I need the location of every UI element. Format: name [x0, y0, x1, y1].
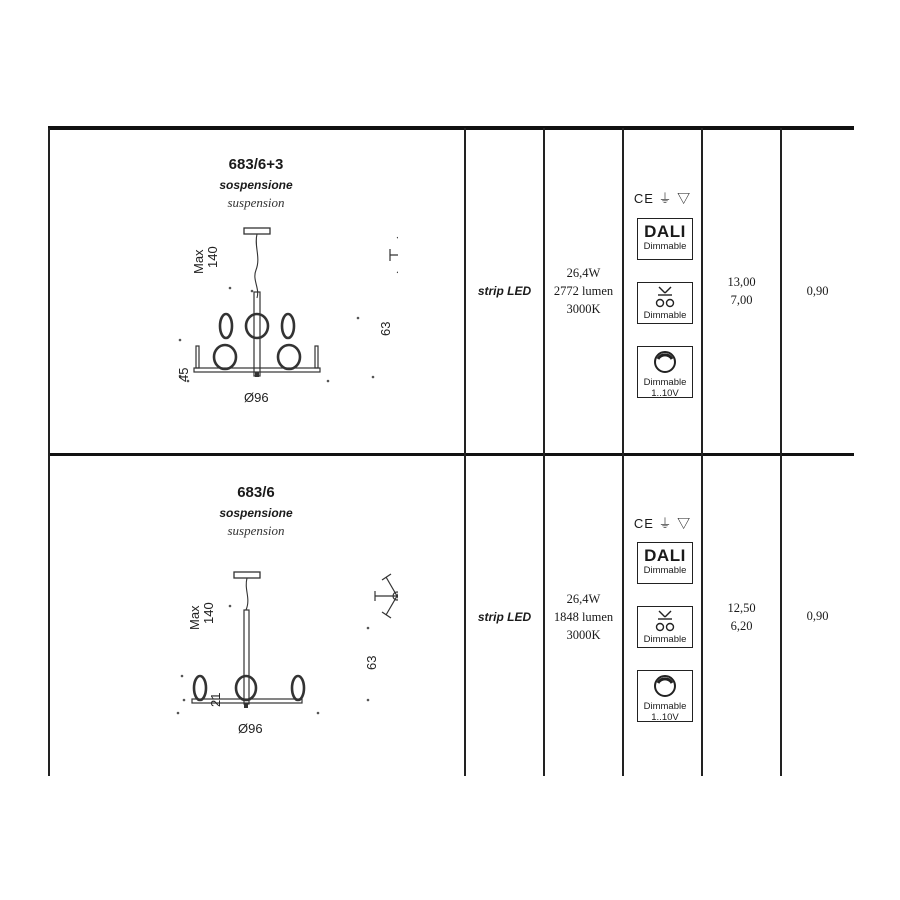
- power-cell: [544, 130, 623, 453]
- push-dim-icon: Dimmable: [637, 606, 693, 648]
- volume-cell: [781, 456, 854, 776]
- analog-dim-icon: Dimmable 1..10V: [637, 346, 693, 398]
- dim-max-value: 140: [201, 602, 216, 624]
- light-source: strip LED: [477, 610, 532, 624]
- power-watt: 26,4W: [566, 592, 601, 606]
- dim-max-label: Max: [187, 605, 202, 630]
- symbols-cell: [623, 130, 702, 453]
- dim-height-left: 21: [208, 692, 223, 707]
- weight-gross: 12,50: [727, 601, 756, 615]
- push-dim-icon: Dimmable: [637, 282, 693, 324]
- table-row: [48, 130, 854, 453]
- power-kelvin: 3000K: [566, 628, 601, 642]
- power-lumen: 2772 lumen: [553, 284, 614, 298]
- volume-value: 0,90: [806, 284, 829, 298]
- power-watt: 26,4W: [566, 266, 601, 280]
- certification-icons: CE ⏚ ▽: [633, 516, 692, 531]
- dim-height-right: 63: [378, 321, 393, 336]
- weight-net: 7,00: [730, 293, 753, 307]
- volume-cell: [781, 130, 854, 453]
- product-cell: [48, 130, 464, 453]
- table-row: [48, 456, 854, 776]
- type-english: suspension: [227, 195, 285, 210]
- analog-dim-icon: Dimmable 1..10V: [637, 670, 693, 722]
- lamp-drawing: [168, 566, 398, 741]
- lamp-drawing: [168, 222, 398, 412]
- weight-gross: 13,00: [727, 275, 756, 289]
- power-lumen: 1848 lumen: [553, 610, 614, 624]
- type-english: suspension: [227, 523, 285, 538]
- dim-max-label: Max: [191, 249, 206, 274]
- dali-icon: DALI Dimmable: [637, 218, 693, 260]
- dim-height-left: 45: [176, 367, 191, 382]
- product-cell: [48, 456, 464, 776]
- product-code: 683/6+3: [228, 156, 284, 173]
- symbols-cell: [623, 456, 702, 776]
- weight-cell: [702, 130, 781, 453]
- dim-max-value: 140: [205, 246, 220, 268]
- type-italian: sospensione: [219, 506, 293, 520]
- volume-value: 0,90: [806, 609, 829, 623]
- power-cell: [544, 456, 623, 776]
- product-code: 683/6: [237, 484, 275, 501]
- weight-net: 6,20: [730, 619, 753, 633]
- light-source-cell: [465, 456, 544, 776]
- dim-height-right: 63: [364, 655, 379, 670]
- dali-icon: DALI Dimmable: [637, 542, 693, 584]
- type-italian: sospensione: [219, 178, 293, 192]
- dim-diameter: Ø96: [244, 390, 269, 405]
- certification-icons: CE ⏚ ▽: [633, 191, 692, 206]
- weight-cell: [702, 456, 781, 776]
- power-kelvin: 3000K: [566, 302, 601, 316]
- light-source: strip LED: [477, 284, 532, 298]
- dim-diameter: Ø96: [238, 721, 263, 736]
- light-source-cell: [465, 130, 544, 453]
